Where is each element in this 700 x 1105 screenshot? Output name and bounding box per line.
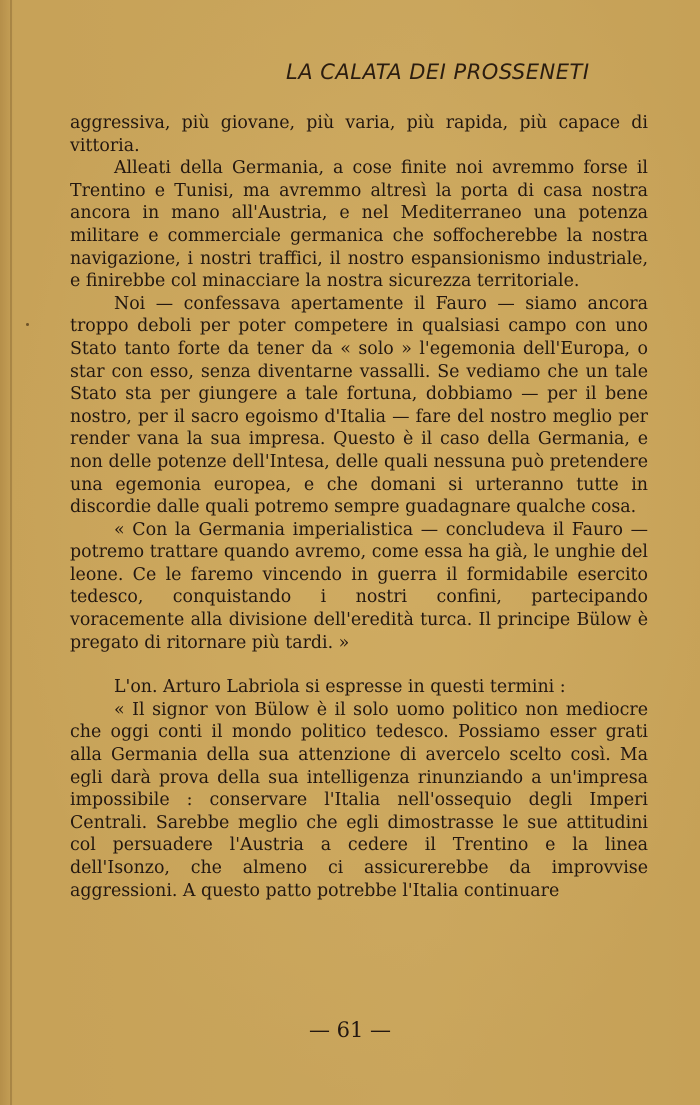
page-number: — 61 — bbox=[308, 1018, 392, 1042]
body-text bbox=[70, 112, 648, 902]
paragraph: « Con la Germania imperialistica — concludeva il Fauro — potremo trattare quando avremo, come essa ha già, le unghie del leone. Ce le faremo vincendo in guerra il formidabile esercito tedesco, conquistando i nostri confini, partecipando voracemente alla divisione dell'eredità turca. Il principe Bülow è pregato di ritornare più tardi. » bbox=[70, 519, 648, 653]
paragraph: « Il signor von Bülow è il solo uomo politico non mediocre che oggi conti il mondo politico tedesco. Possiamo esser grati alla Germania della sua attenzione di avercelo scelto così. Ma egli darà prova della sua intelligenza rinunziando a un'impresa impossibile : conservare l'Italia nell'ossequio degli Imperi Centrali. Sarebbe meglio che egli dimostrasse le sue attitudini col persuadere l'Austria a cedere il Trentino e la linea dell'Isonzo, che almeno ci assicurerebbe da improvvise aggressioni. A questo patto potrebbe l'Italia continuare bbox=[70, 699, 648, 901]
binding-gutter bbox=[10, 0, 12, 1105]
paragraph: Alleati della Germania, a cose finite noi avremmo forse il Trentino e Tunisi, ma avremmo altresì la porta di casa nostra ancora in mano all'Austria, e nel Mediterraneo una potenza militare e commerciale germanica che soffocherebbe la nostra navigazione, i nostri traffici, il nostro espansionismo industriale, e finirebbe col minacciare la nostra sicurezza territoriale. bbox=[70, 158, 648, 292]
paragraph: L'on. Arturo Labriola si espresse in questi termini : bbox=[114, 677, 566, 698]
paragraph-continuation: aggressiva, più giovane, più varia, più rapida, più capace di vittoria. bbox=[70, 113, 648, 156]
running-header: LA CALATA DEI PROSSENETI bbox=[286, 60, 590, 84]
paragraph: Noi — confessava apertamente il Fauro — siamo ancora troppo deboli per poter competere in qualsiasi campo con uno Stato tanto forte da tener da « solo » l'egemonia dell'Europa, o star con esso, senza diventarne vassalli. Se vediamo che un tale Stato sta per giungere a tale fortuna, dobbiamo — per il bene nostro, per il sacro egoismo d'Italia — fare del nostro meglio per render vana la sua impresa. Questo è il caso della Germania, e non delle potenze dell'Intesa, delle quali nessuna può pretendere una egemonia europea, e che domani si urteranno tutte in discordie dalle quali potremo sempre guadagnare qualche cosa. bbox=[70, 293, 648, 518]
paper-speck bbox=[26, 323, 29, 326]
